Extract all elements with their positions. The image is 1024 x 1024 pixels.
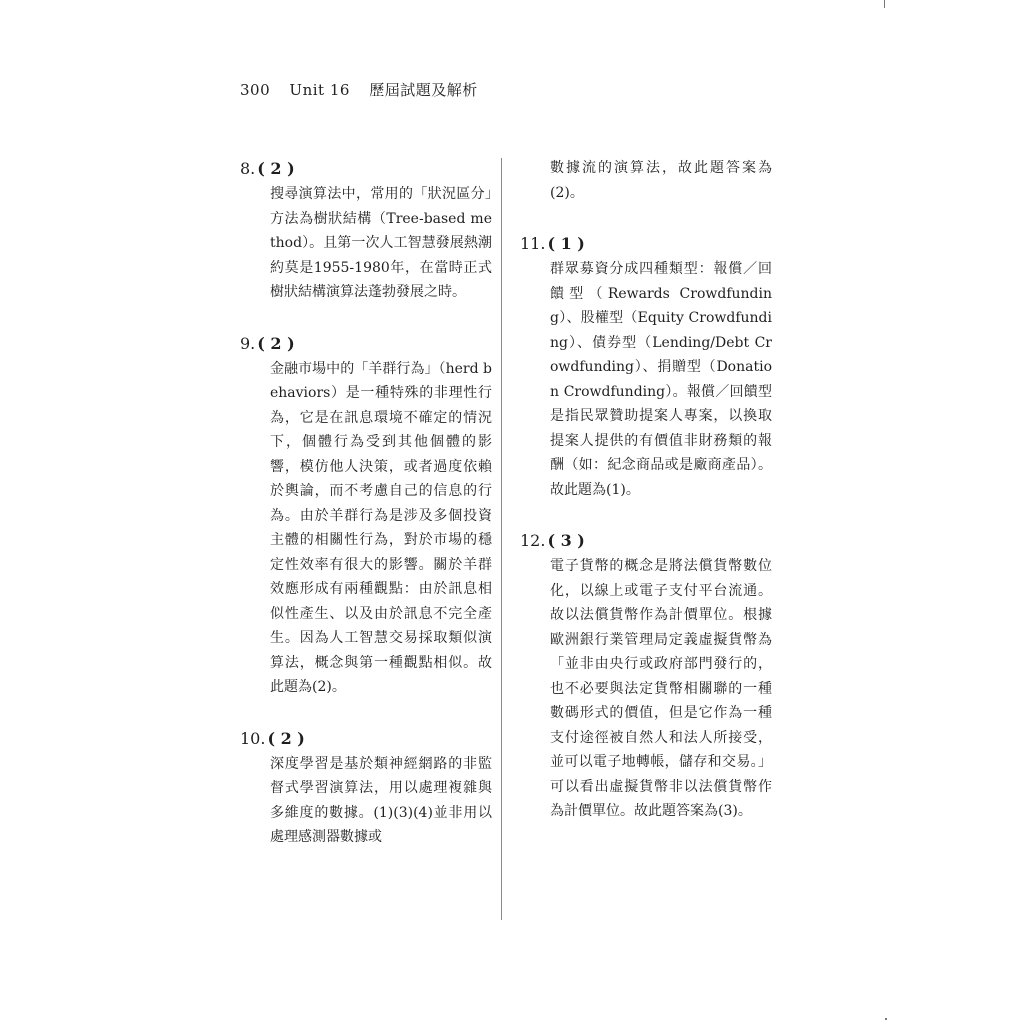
question-10-continued bbox=[520, 156, 772, 205]
question-12 bbox=[520, 528, 772, 824]
page-number: 300 bbox=[240, 81, 271, 99]
question-answer: ( 2 ) bbox=[257, 159, 295, 178]
question-explanation: 電子貨幣的概念是將法償貨幣數位化，以線上或電子支付平台流通。故以法償貨幣作為計價單位。根據歐洲銀行業管理局定義虛擬貨幣為「並非由央行或政府部門發行的，也不必要與法定貨幣相關聯的一種數碼形式的價值，但是它作為一種支付途徑被自然人和法人所接受，並可以電子地轉帳，儲存和交易。」可以看出虛擬貨幣非以法償貨幣作為計價單位。故此題答案為(3)。 bbox=[550, 558, 772, 819]
unit-label: Unit 16 bbox=[289, 81, 350, 99]
question-number: 12. bbox=[520, 531, 546, 550]
question-number: 11. bbox=[520, 234, 546, 253]
question-explanation-continued: 數據流的演算法，故此題答案為(2)。 bbox=[550, 160, 772, 201]
question-number: 10. bbox=[240, 728, 266, 748]
question-explanation: 搜尋演算法中，常用的「狀況區分」方法為樹狀結構（Tree-based method）。且第一次人工智慧發展熱潮約莫是1955-1980年，在當時正式樹狀結構演算法蓬勃發展之時。 bbox=[270, 186, 492, 300]
crop-mark bbox=[884, 0, 885, 8]
question-answer: ( 2 ) bbox=[267, 728, 305, 748]
question-heading bbox=[240, 331, 492, 357]
question-11 bbox=[520, 231, 772, 502]
question-explanation: 深度學習是基於類神經網路的非監督式學習演算法，用以處理複雜與多維度的數據。(1)(3)(4)並非用以處理感測器數據或 bbox=[270, 755, 492, 845]
question-explanation: 金融市場中的「羊群行為」（herd behaviors）是一種特殊的非理性行為，它是在訊息環境不確定的情況下，個體行為受到其他個體的影響，模仿他人決策，或者過度依賴於輿論，而不考慮自己的信息的行為。由於羊群行為是涉及多個投資主體的相關性行為，對於市場的穩定性效率有很大的影響。關於羊群效應形成有兩種觀點：由於訊息相似性產生、以及由於訊息不完全產生。因為人工智慧交易採取類似演算法，概念與第一種觀點相似。故此題為(2)。 bbox=[270, 360, 492, 695]
question-answer: ( 3 ) bbox=[547, 531, 585, 550]
question-answer: ( 1 ) bbox=[547, 234, 585, 253]
question-8 bbox=[240, 156, 492, 305]
question-10 bbox=[240, 726, 492, 850]
question-heading bbox=[240, 156, 492, 182]
question-heading bbox=[520, 528, 772, 554]
question-heading bbox=[240, 726, 492, 752]
question-explanation: 群眾募資分成四種類型：報償／回饋型（Rewards Crowdfunding）、股權型（Equity Crowdfunding）、債券型（Lending/Debt Crowdfunding）、捐贈型（Donation Crowdfunding）。報償／回饋型是指民眾贊助提案人專案，以換取提案人提供的有價值非財務類的報酬（如：紀念商品或是廠商產品）。故此題為(1)。 bbox=[550, 261, 772, 498]
chapter-title: 歷屆試題及解析 bbox=[369, 81, 478, 99]
question-heading bbox=[520, 231, 772, 257]
question-number: 9. bbox=[240, 333, 256, 353]
question-number: 8. bbox=[240, 159, 256, 178]
question-9 bbox=[240, 331, 492, 700]
question-answer: ( 2 ) bbox=[257, 333, 295, 353]
page-header bbox=[240, 79, 492, 100]
column-divider bbox=[501, 158, 502, 920]
left-column bbox=[240, 156, 492, 876]
crop-mark-bottom bbox=[885, 1018, 887, 1020]
right-column bbox=[520, 156, 772, 850]
